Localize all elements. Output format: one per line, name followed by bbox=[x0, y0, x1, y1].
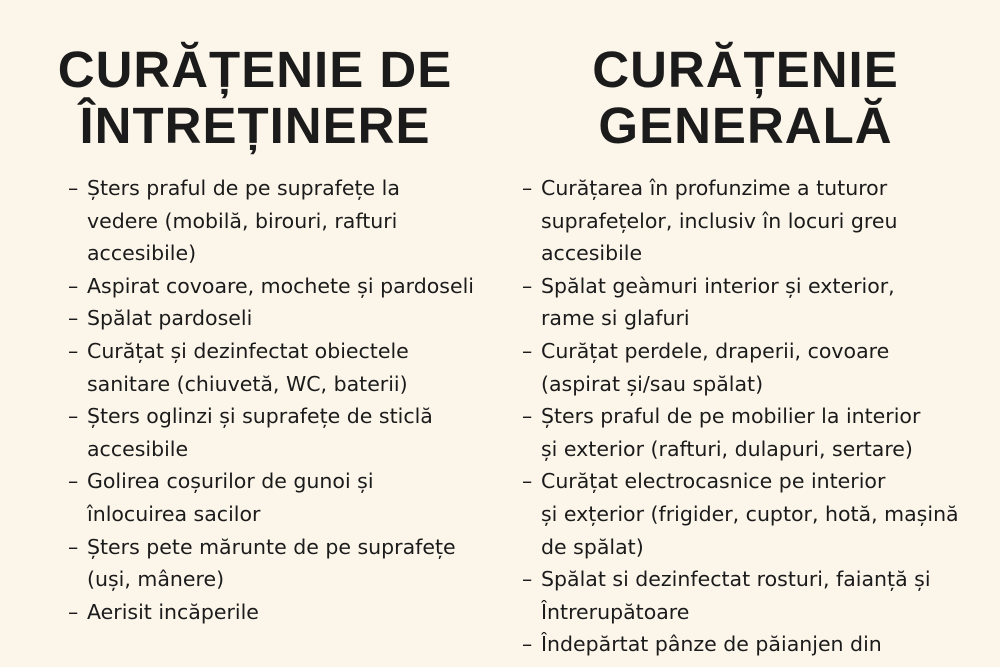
dash-bullet-icon: – bbox=[68, 176, 79, 200]
task-text-line: Aerisit incăperile bbox=[87, 599, 259, 624]
task-text-line: rame si glafuri bbox=[541, 306, 690, 331]
dash-bullet-icon: – bbox=[522, 469, 533, 494]
task-text-line: Spălat si dezinfectat rosturi, faianță și bbox=[541, 567, 931, 592]
task-text-line: (uși, mânere) bbox=[87, 567, 225, 592]
task-text-line: Șters pete mărunte de pe suprafețe bbox=[87, 534, 456, 559]
maintenance-task-list bbox=[68, 172, 474, 628]
task-text-line: Șters praful de pe suprafețe la bbox=[87, 176, 400, 200]
dash-bullet-icon: – bbox=[522, 176, 533, 200]
task-list-item bbox=[68, 270, 474, 303]
task-list-item bbox=[522, 628, 959, 661]
task-text-line: Spălat pardoseli bbox=[87, 306, 253, 331]
dash-bullet-icon: – bbox=[68, 338, 79, 363]
general-task-list bbox=[522, 172, 959, 661]
task-text-line: și exțerior (frigider, cuptor, hotă, mașină bbox=[541, 501, 959, 526]
task-list-item bbox=[68, 400, 474, 465]
task-text-line: de spălat) bbox=[541, 534, 644, 559]
task-text-line: Întrerupătoare bbox=[541, 599, 690, 624]
title-line: GENERALĂ bbox=[598, 97, 893, 154]
task-list-item bbox=[522, 335, 959, 400]
task-list-item bbox=[68, 531, 474, 596]
maintenance-cleaning-title bbox=[0, 42, 510, 154]
task-text-line: Șters praful de pe mobilier la interior bbox=[541, 404, 921, 429]
task-text-line: și exterior (rafturi, dulapuri, sertare) bbox=[541, 436, 913, 461]
dash-bullet-icon: – bbox=[522, 273, 533, 298]
dash-bullet-icon: – bbox=[68, 273, 79, 298]
title-line: CURĂȚENIE DE bbox=[57, 41, 453, 98]
task-text-line: accesibile) bbox=[87, 241, 197, 266]
task-text-line: suprafețelor, inclusiv în locuri greu bbox=[541, 208, 898, 233]
task-list-item bbox=[522, 172, 959, 270]
general-cleaning-title bbox=[488, 42, 1000, 154]
task-text-line: Spălat geàmuri interior și exterior, bbox=[541, 273, 895, 298]
task-text-line: accesibile bbox=[541, 241, 643, 266]
task-text-line: accesibile bbox=[87, 436, 189, 461]
task-list-item bbox=[522, 465, 959, 563]
dash-bullet-icon: – bbox=[68, 306, 79, 331]
dash-bullet-icon: – bbox=[68, 534, 79, 559]
task-text-line: Curățat și dezinfectat obiectele bbox=[87, 338, 409, 363]
dash-bullet-icon: – bbox=[522, 567, 533, 592]
task-text-line: Curățat perdele, draperii, covoare bbox=[541, 338, 890, 363]
dash-bullet-icon: – bbox=[68, 404, 79, 429]
task-text-line: Golirea coșurilor de gunoi și bbox=[87, 469, 374, 494]
task-list-item bbox=[522, 563, 959, 628]
task-text-line: (aspirat și/sau spălat) bbox=[541, 371, 764, 396]
task-list-item bbox=[522, 400, 959, 465]
task-list-item bbox=[68, 335, 474, 400]
dash-bullet-icon: – bbox=[522, 338, 533, 363]
dash-bullet-icon: – bbox=[68, 469, 79, 494]
task-text-line: sanitare (chiuvetă, WC, baterii) bbox=[87, 371, 408, 396]
task-text-line: Curățat electrocasnice pe interior bbox=[541, 469, 886, 494]
task-list-item bbox=[522, 270, 959, 335]
task-text-line: Îndepărtat pânze de păianjen din bbox=[541, 632, 882, 657]
task-list-item bbox=[68, 302, 474, 335]
task-list-item bbox=[68, 596, 474, 629]
dash-bullet-icon: – bbox=[522, 632, 533, 657]
task-text-line: Aspirat covoare, mochete și pardoseli bbox=[87, 273, 474, 298]
task-text-line: Șters oglinzi și suprafețe de sticlă bbox=[87, 404, 433, 429]
dash-bullet-icon: – bbox=[522, 404, 533, 429]
task-list-item bbox=[68, 465, 474, 530]
task-text-line: vedere (mobilă, birouri, rafturi bbox=[87, 208, 398, 233]
task-list-item bbox=[68, 172, 474, 270]
task-text-line: înlocuirea sacilor bbox=[87, 501, 261, 526]
title-line: CURĂȚENIE bbox=[592, 41, 899, 98]
dash-bullet-icon: – bbox=[68, 599, 79, 624]
title-line: ÎNTREȚINERE bbox=[79, 97, 431, 154]
task-text-line: Curățarea în profunzime a tuturor bbox=[541, 176, 888, 200]
